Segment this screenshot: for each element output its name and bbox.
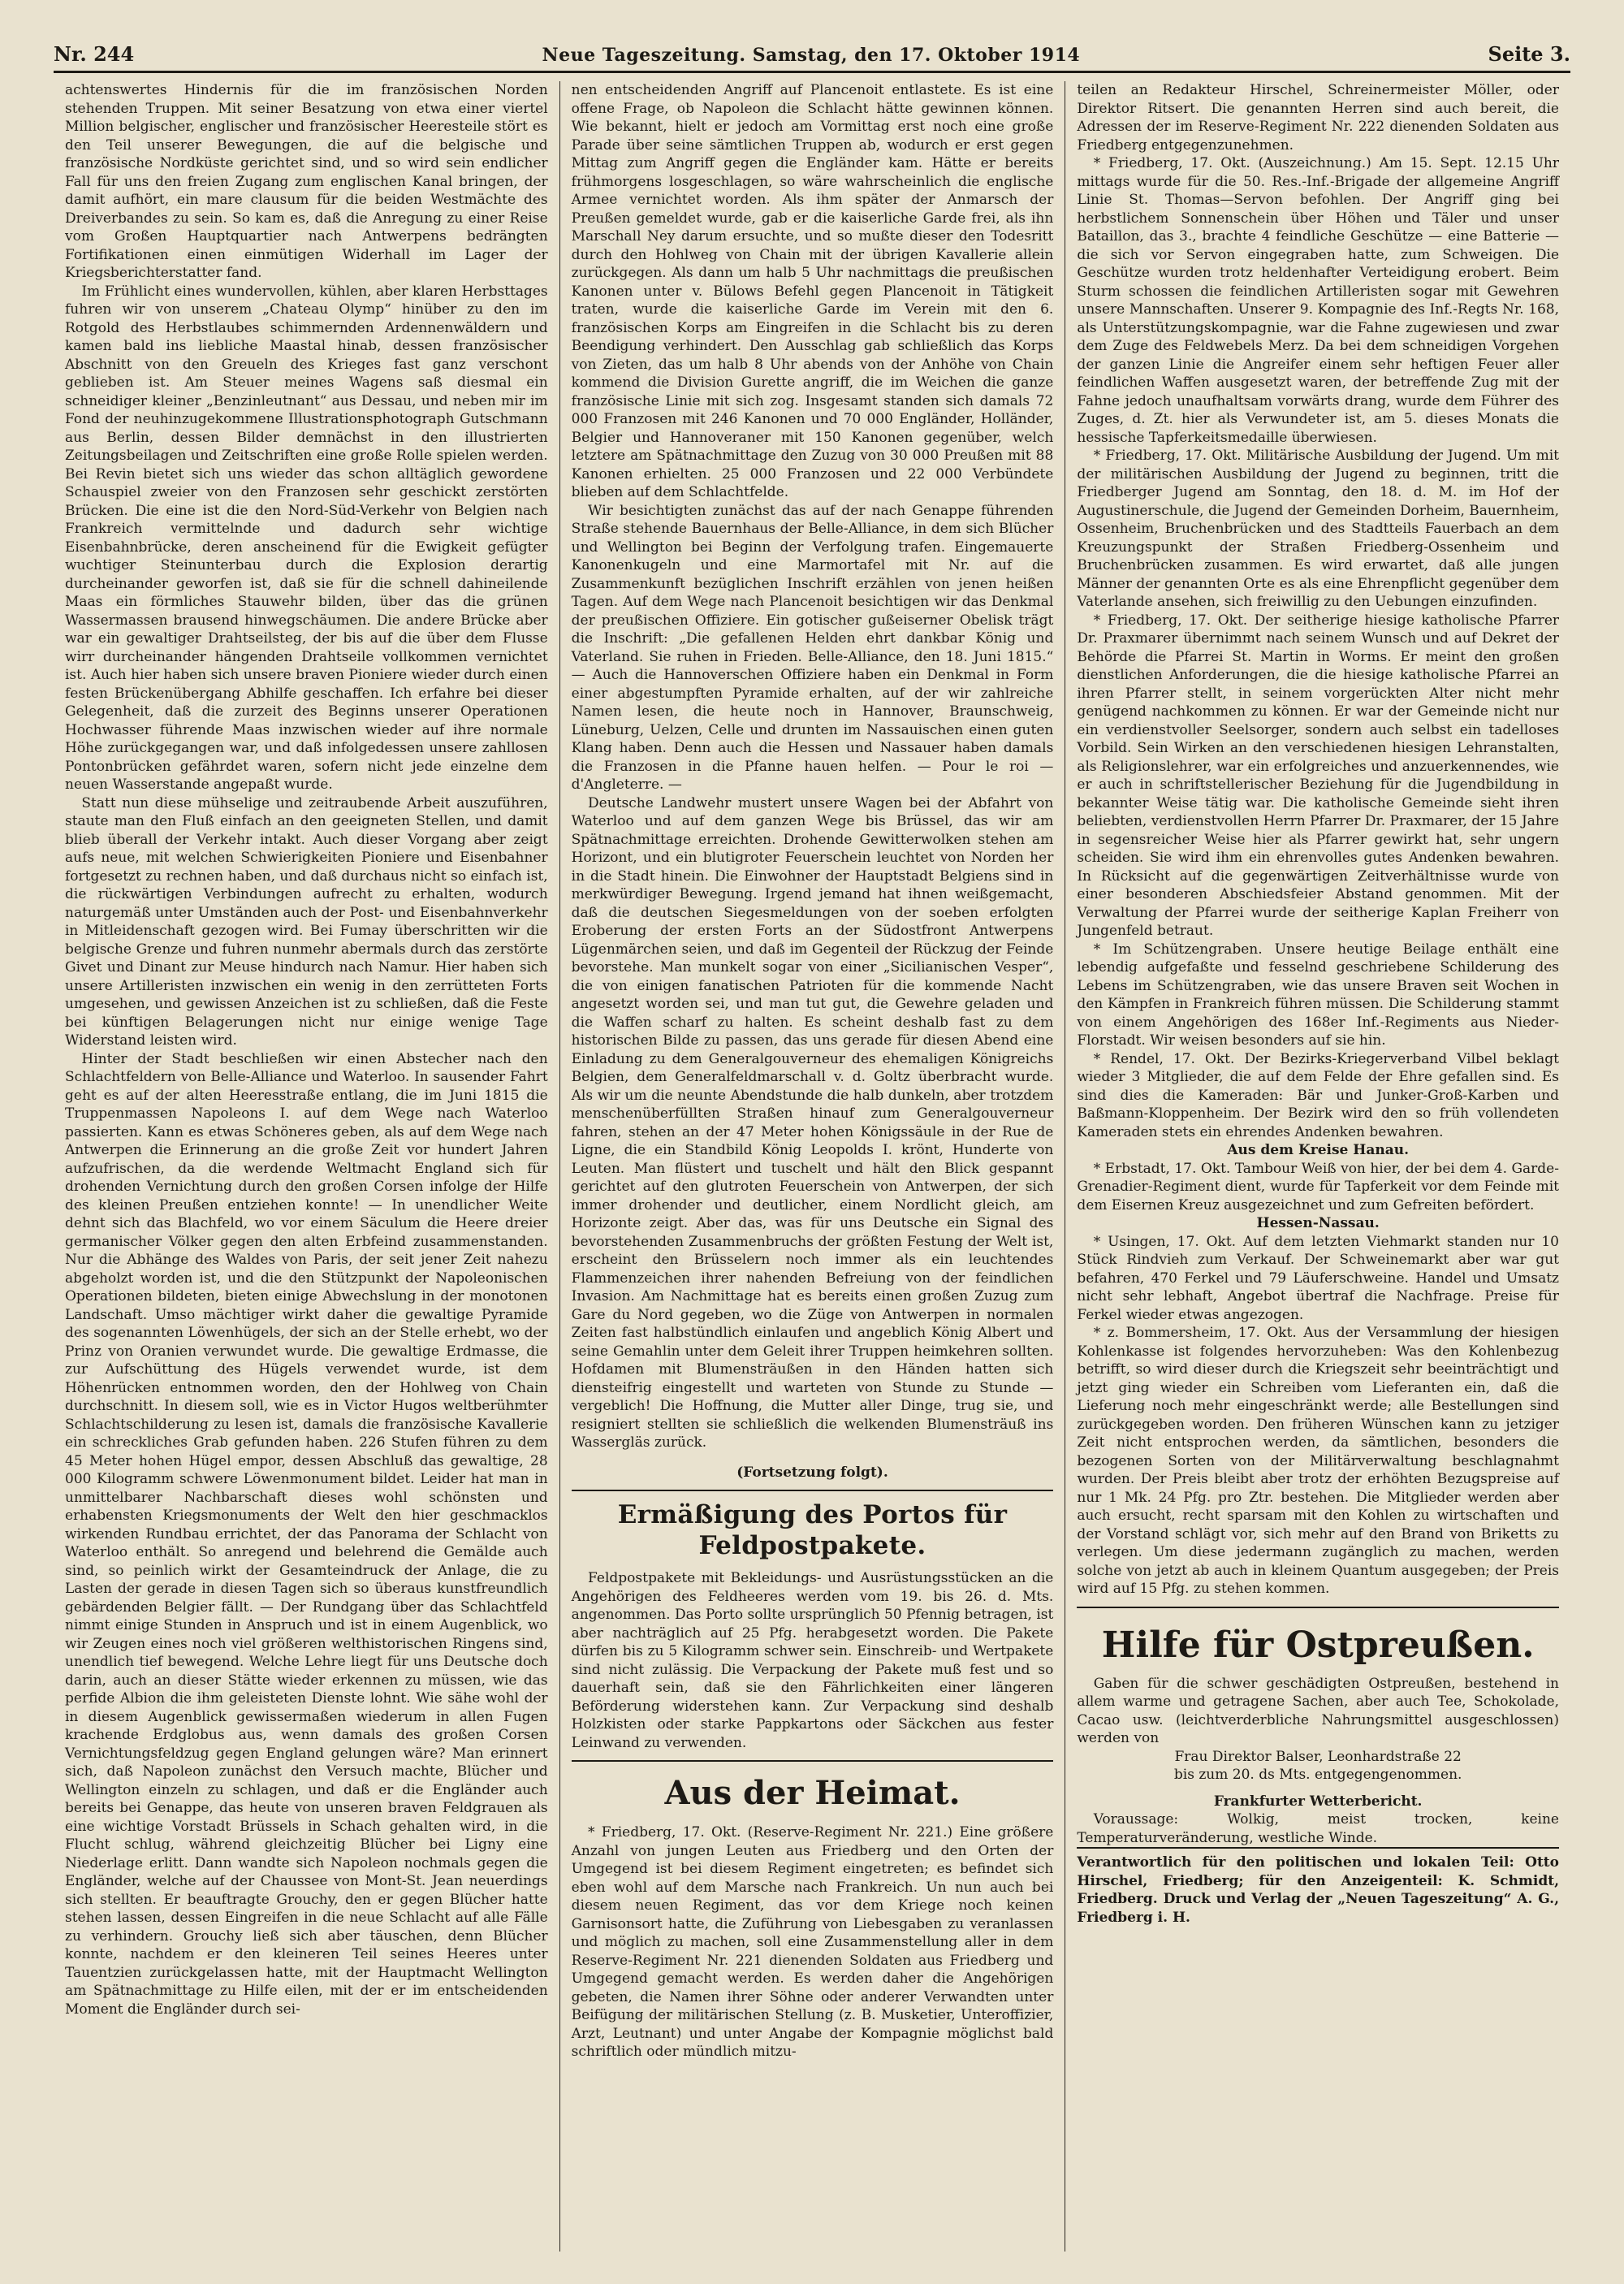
column-3 [1065,81,1570,2252]
paragraph: * Friedberg, 17. Okt. (Auszeichnung.) Am 15. Sept. 12.15 Uhr mittags wurde für die 50. Res.-Inf.-Brigade der allgemeine Angriff Linie St. Thomas—Servon befohlen. Der Angriff ging bei herbstlichem Sonnenschein über Höhen und Täler und unser Bataillon, das 3., brachte 4 feindliche Geschütze — eine Batterie — die sich vor Servon eingegraben hatte, zum Schweigen. Die Geschütze wurden trotz heldenhafter Verteidigung erobert. Beim Sturm schossen die feindlichen Artilleristen sogar mit Gewehren unsere Mannschaften. Unserer 9. Kompagnie des Inf.-Regts Nr. 168, als Unterstützungskompagnie, war die Fahne zugewiesen und zwar dem Zuge des Feldwebels Merz. Da bei dem schneidigen Vorgehen der ganzen Linie die Angreifer einem sehr heftigen Feuer aller feindlichen Waffen ausgesetzt waren, der betreffende Zug mit der Fahne jedoch unaufhaltsam vorwärts drang, wurde dem Führer des Zuges, d. Zt. hier als Verwundeter ist, am 5. dieses Monats die hessische Tapferkeitsmedaille überwiesen. [1077,155,1559,446]
page-header [54,42,1570,73]
issue-number: Nr. 244 [54,42,135,66]
section-heading-porto: Ermäßigung des Portos für Feldpostpakete. [617,1500,1008,1560]
paragraph: * Im Schützengraben. Unsere heutige Beilage enthält eine lebendig aufgefaßte und fesselnd geschriebene Schilderung des Lebens im Schützengraben, wie das unsere Braven seit Wochen in den Kämpfen in Frankreich führen müssen. Die Schilderung stammt von einem Angehörigen des 168er Inf.-Regiments aus Nieder-Florstadt. Wir weisen besonders auf sie hin. [1077,941,1559,1049]
subsection-heading-hanau: Aus dem Kreise Hanau. [1227,1142,1410,1158]
paragraph: achtenswertes Hindernis für die im französischen Norden stehenden Truppen. Mit seiner Besatzung von etwa einer viertel Million belgischer, englischer und französischer Heeresteile stört es den Teil unserer Bewegungen, die auf die belgische und französische Nordküste gerichtet sind, und so wird sein endlicher Fall für uns den freien Zugang zum englischen Kanal bringen, der damit aufhört, ein mare clausum für die beiden Westmächte des Dreiverbandes zu sein. So kam es, daß die Anregung zu einer Reise vom Großen Hauptquartier nach Antwerpens bedrängten Fortifikationen einen einmütigen Widerhall im Lager der Kriegsberichterstatter fand. [65,82,548,281]
paragraph: Wir besichtigten zunächst das auf der nach Genappe führenden Straße stehende Bauernhaus der Belle-Alliance, in dem sich Blücher und Wellington bei Beginn der Verfolgung trafen. Eingemauerte Kanonenkugeln und eine Marmortafel mit Nr. auf die Zusammenkunft bezüglichen Inschrift erzählen von jenen heißen Tagen. Auf dem Wege nach Plancenoit besichtigen wir das Denkmal der preußischen Offiziere. Ein gotischer gußeiserner Obelisk trägt die Inschrift: „Die gefallenen Helden ehrt dankbar König und Vaterland. Sie ruhen in Frieden. Belle-Alliance, den 18. Juni 1815.“ — Auch die Hannoverschen Offiziere haben ein Denkmal in Form einer abgestumpften Pyramide erhalten, auf der wir zahlreiche Namen lesen, die heute noch in Hannover, Braunschweig, Lüneburg, Uelzen, Celle und drunten im Nassauischen einen guten Klang haben. Denn auch die Hessen und Nassauer haben damals die Franzosen in die Pfanne hauen helfen. — Pour le roi — d'Angleterre. — [571,502,1054,793]
subsection-heading-hessen: Hessen-Nassau. [1256,1215,1380,1231]
section-heading-heimat: Aus der Heimat. [664,1774,961,1812]
paragraph: * Rendel, 17. Okt. Der Bezirks-Kriegerverband Vilbel beklagt wieder 3 Mitglieder, die auf dem Felde der Ehre gefallen sind. Es sind dies die Kameraden: Bär und Junker-Groß-Karben und Baßmann-Kloppenheim. Der Bezirk wird den so früh vollendeten Kameraden stets ein ehrendes Andenken bewahren. [1077,1050,1559,1140]
page-number: Seite 3. [1488,42,1570,66]
paragraph: teilen an Redakteur Hirschel, Schreinermeister Möller, oder Direktor Ritsert. Die genannten Herren sind auch bereit, die Adressen der im Reserve-Regiment Nr. 222 dienenden Soldaten aus Friedberg entgegenzunehmen. [1077,82,1559,154]
paragraph: nen entscheidenden Angriff auf Plancenoit entlastete. Es ist eine offene Frage, ob Napoleon die Schlacht hätte gewinnen können. Wie bekannt, hielt er jedoch am Vormittag erst noch eine große Parade über seine sämtlichen Truppen ab, wodurch er erst gegen Mittag zum Angriff gegen die Engländer kam. Hätte er bereits frühmorgens losgeschlagen, so wäre wahrscheinlich die englische Armee vernichtet worden. Als ihm später der Anmarsch der Preußen gemeldet wurde, gab er die kaiserliche Garde frei, als ihn Marschall Ney darum ersuchte, und so mußte dieser den Todesritt durch den Hohlweg von Chain mit der übrigen Kavallerie allein zurückgegen. Als dann um halb 5 Uhr nachmittags die preußischen Kanonen unter v. Bülows Befehl gegen Plancenoit in Tätigkeit traten, wurde die kaiserliche Garde im Verein mit den 6. französischen Korps am Eingreifen in die Schlacht bis zu deren Beendigung verhindert. Den Ausschlag gab schließlich das Korps von Zieten, das um halb 8 Uhr abends von der Anhöhe von Chain kommend die Division Gurette angriff, die im Weichen die ganze französische Linie mit sich zog. Insgesamt standen sich damals 72 000 Franzosen mit 246 Kanonen und 70 000 Engländer, Holländer, Belgier und Hannoveraner mit 150 Kanonen gegenüber, welch letztere am Spätnachmittage den Zuzug von 30 000 Preußen mit 88 Kanonen erhielten. 25 000 Franzosen und 22 000 Verbündete blieben auf dem Schlachtfelde. [571,82,1054,500]
paragraph: * Erbstadt, 17. Okt. Tambour Weiß von hier, der bei dem 4. Garde-Grenadier-Regiment dient, wurde für Tapferkeit vor dem Feinde mit dem Eisernen Kreuz ausgezeichnet und zum Gefreiten befördert. [1077,1160,1559,1213]
divider [572,1490,1054,1491]
weather-heading: Frankfurter Wetterbericht. [1213,1793,1423,1810]
column-1 [54,81,559,2252]
divider [572,1760,1054,1762]
paragraph: * Friedberg, 17. Okt. Militärische Ausbildung der Jugend. Um mit der militärischen Ausbildung der Jugend zu beginnen, tritt die Friedberger Jugend am Sonntag, den 18. d. M. im Hof der Augustinerschule, die Jugend der Gemeinden Dorheim, Bauernheim, Ossenheim, Bruchenbrücken und des Stadtteils Fauerbach an dem Kreuzungspunkt der Straßen Friedberg-Ossenheim und Bruchenbrücken zusammen. Es wird erwartet, daß alle jungen Männer der genannten Orte es als eine Ehrenpflicht gegenüber dem Vaterlande ansehen, sich freiwillig zu den Uebungen einzufinden. [1077,448,1559,610]
weather-report: Voraussage: Wolkig, meist trocken, keine Temperaturveränderung, westliche Winde. [1077,1811,1559,1846]
paragraph: Statt nun diese mühselige und zeitraubende Arbeit auszuführen, staute man den Fluß einfach an den geeigneten Stellen, und damit blieb überall der Verkehr intakt. Auch dieser Vorgang aber zeigt aufs neue, mit welchen Schwierigkeiten Pioniere und Eisenbahner fortgesetzt zu rechnen haben, und daß durchaus nicht so einfach ist, die rückwärtigen Verbindungen aufrecht zu erhalten, wodurch naturgemäß unter Umständen auch der Post- und Eisenbahnverkehr in Mitleidenschaft gezogen wird. Bei Fumay überschritten wir die belgische Grenze und fuhren nunmehr abermals durch das zerstörte Givet und Dinant zur Meuse hindurch nach Namur. Hier haben sich unsere Artilleristen inzwischen ein wenig in den zerrütteten Forts umgesehen, und gewissen Anzeichen ist zu schließen, daß die Feste bei künftigen Belagerungen nicht nur einige wenige Tage Widerstand leisten wird. [65,794,548,1049]
paragraph: Im Frühlicht eines wundervollen, kühlen, aber klaren Herbsttages fuhren wir von unserem „Chateau Olymp“ hinüber zu den im Rotgold des Herbstlaubes schimmernden Ardennenwäldern und kamen bald ins liebliche Maastal hinab, dessen französischer Abschnitt von den Greueln des Krieges fast ganz verschont geblieben ist. Am Steuer meines Wagens saß diesmal ein schneidiger kleiner „Benzinleutnant“ aus Dessau, und neben mir im Fond der neuhinzugekommene Illustrationsphotograph Gutschmann aus Berlin, dessen Bilder demnächst in den illustrierten Zeitungsbeilagen und Zeitschriften eine große Rolle spielen werden. Bei Revin bietet sich uns wieder das schon alltäglich gewordene Schauspiel zweier von den Franzosen sehr geschickt zerstörten Brücken. Die eine ist die den Nord-Süd-Verkehr von Belgien nach Frankreich vermittelnde und dadurch sehr wichtige Eisenbahnbrücke, deren anscheinend für die Ewigkeit gefügter wuchtiger Steinunterbau durch die Explosion derartig durcheinander geworfen ist, daß sie für die schnell dahineilende Maas ein förmliches Stauwehr bilden, über das die grünen Wassermassen brausend hinwegschäumen. Die andere Brücke aber war ein gewaltiger Drahtseilsteg, der bis auf die über dem Flusse wirr durcheinander hängenden Drahtseile vollkommen vernichtet ist. Auch hier haben sich unsere braven Pioniere wieder durch einen festen Brückenübergang Abhilfe geschaffen. Ich erfahre bei dieser Gelegenheit, daß die zurzeit des Beginns unserer Operationen Hochwasser führende Maas inzwischen wieder auf ihre normale Höhe zurückgegangen war, und daß infolgedessen unsere zahllosen Pontonbrücken gefährdet waren, sofern nicht jede einzelne dem neuen Wasserstande angepaßt wurde. [65,283,548,793]
imprint-footer: Verantwortlich für den politischen und lokalen Teil: Otto Hirschel, Friedberg; für den Anzeigenteil: K. Schmidt, Friedberg. Druck und Verlag der „Neuen Tageszeitung“ A. G., Friedberg i. H. [1077,1847,1559,1927]
donation-address: Frau Direktor Balser, Leonhardstraße 22 [1174,1748,1462,1765]
paragraph: * Friedberg, 17. Okt. (Reserve-Regiment Nr. 221.) Eine größere Anzahl von jungen Leuten aus Friedberg und den Orten der Umgegend ist bei diesem Regiment eingetreten; es befindet sich eben wohl auf dem Marsche nach Frankreich. Un nun auch bei diesem neuen Regiment, das vor dem Kriege noch keinen Garnisonsort hatte, die Zuführung von Liebesgaben zu veranlassen und möglich zu machen, soll eine Zusammenstellung aller in dem Reserve-Regiment Nr. 221 dienenden Soldaten aus Friedberg und Umgegend gemacht werden. Es werden daher die Angehörigen gebeten, die Namen ihrer Söhne oder anderer Verwandten unter Beifügung der militärischen Stellung (z. B. Musketier, Unteroffizier, Arzt, Leutnant) und unter Angabe der Kompagnie möglichst bald schriftlich oder mündlich mitzu- [571,1824,1054,2060]
column-2 [559,81,1065,2252]
section-heading-ostpreussen: Hilfe für Ostpreußen. [1101,1624,1535,1666]
paragraph: * z. Bommersheim, 17. Okt. Aus der Versammlung der hiesigen Kohlenkasse ist folgendes hervorzuheben: Was den Kohlenbezug betrifft, so wird dieser durch die Kriegszeit sehr beeinträchtigt und jetzt ging wieder ein Schreiben vom Lieferanten ein, daß die Lieferung noch mehr eingeschränkt werde; alle Bestellungen sind zurückgegeben worden. Den früheren Wünschen kann zu jetziger Zeit nicht entsprochen werden, da sämtlichen, besonders die bezogenen Sorten von der Militärverwaltung beschlagnahmt wurden. Der Preis bleibt aber trotz der erhöhten Bezugspreise auf nur 1 Mk. 24 Pfg. pro Ztr. bestehen. Die Mitglieder werden aber auch ersucht, recht sparsam mit den Kohlen zu wirtschaften und der Vorstand schlägt vor, sich mehr auf den Brand von Briketts zu verlegen. Um diese jedermann zugänglich zu machen, werden solche von jetzt ab auch in kleinem Quantum ausgegeben; der Preis wird auf 15 Pfg. zu stehen kommen. [1077,1325,1559,1597]
paragraph: * Usingen, 17. Okt. Auf dem letzten Viehmarkt standen nur 10 Stück Rindvieh zum Verkauf. Der Schweinemarkt aber war gut befahren, 470 Ferkel und 79 Läuferschweine. Handel und Umsatz nicht sehr lebhaft, Angebot übertraf die Nachfrage. Preise für Ferkel wieder etwas angezogen. [1077,1233,1559,1323]
continuation-note: (Fortsetzung folgt). [736,1464,888,1481]
paragraph: Feldpostpakete mit Bekleidungs- und Ausrüstungsstücken an die Angehörigen des Feldheeres werden vom 19. bis 26. d. Mts. angenommen. Das Porto sollte ursprünglich 50 Pfennig betragen, ist aber nachträglich auf 25 Pfg. herabgesetzt worden. Die Pakete dürfen bis zu 5 Kilogramm schwer sein. Einschreib- und Wertpakete sind nicht zulässig. Die Verpackung der Pakete muß fest und so dauerhaft sein, daß sie den Fährlichkeiten einer längeren Beförderung widerstehen kann. Zur Verpackung sind deshalb Holzkisten oder starke Pappkartons oder Säckchen aus fester Leinwand zu verwenden. [571,1570,1054,1751]
paragraph: * Friedberg, 17. Okt. Der seitherige hiesige katholische Pfarrer Dr. Praxmarer übernimmt nach seinem Wunsch und auf Dekret der Behörde die Pfarrei St. Martin in Worms. Er meint den großen dienstlichen Anforderungen, die die hiesige katholische Pfarrei an ihren Pfarrer stellt, in seinem vorgerückten Alter nicht mehr genügend nachkommen zu können. Er war der Gemeinde nicht nur ein verdienstvoller Seelsorger, sondern auch selbst ein tadelloses Vorbild. Sein Wirken an den verschiedenen hiesigen Lehranstalten, als Religionslehrer, war ein erfolgreiches und anzuerkennendes, wie er auch in schriftstellerischer Beziehung für die Jugendbildung in bekannter Weise tätig war. Die katholische Gemeinde sieht ihren beliebten, verdienstvollen Herrn Pfarrer Dr. Praxmarer, der 15 Jahre in segensreicher Weise hier als Pfarrer gewirkt hat, sehr ungern scheiden. Sie wird ihm ein ehrenvolles gutes Andenken bewahren. In Rücksicht auf die gegenwärtigen Zeitverhältnisse wurde von einer besonderen Abschiedsfeier Abstand genommen. Mit der Verwaltung der Pfarrei wurde der seitherige Kaplan Freiherr von Jungenfeld betraut. [1077,612,1559,939]
paragraph: Gaben für die schwer geschädigten Ostpreußen, bestehend in allem warme und getragene Sachen, aber auch Tee, Schokolade, Cacao usw. (leichtverderbliche Nahrungsmittel ausgeschlossen) werden von [1077,1675,1559,1746]
paragraph: Hinter der Stadt beschließen wir einen Abstecher nach den Schlachtfeldern von Belle-Alliance und Waterloo. In sausender Fahrt geht es auf der alten Heeresstraße entlang, die im Juni 1815 die Truppenmassen Napoleons I. auf dem Wege nach Waterloo passierten. Kann es etwas Schöneres geben, als auf dem Wege nach Antwerpen die Erinnerung an die große Zeit vor hundert Jahren aufzufrischen, da die werdende Weltmacht England sich für drohenden Vernichtung durch den großen Corsen infolge der Hilfe des kleinen Preußen entziehen konnte! — In unendlicher Weite dehnt sich das Blachfeld, wo vor einem Säculum die Heere dreier germanischer Völker gegen den alten Erbfeind zusammenstanden. Nur die Abhänge des Waldes von Paris, der seit jener Zeit nahezu abgeholzt worden ist, und die den Stützpunkt der Napoleonischen Operationen bildeten, bieten einige Abwechslung in der monotonen Landschaft. Umso mächtiger wirkt daher die gewaltige Pyramide des sogenannten Löwenhügels, der sich an der Stelle erhebt, wo der Prinz von Oranien verwundet wurde. Die gewaltige Erdmasse, die zur Aufschüttung des Hügels verwendet wurde, ist dem Höhenrücken entnommen worden, den der Hohlweg von Chain durchschnitt. In diesem soll, wie es in Victor Hugos weltberühmter Schlachtschilderung zu lesen ist, damals die französische Kavallerie ein schreckliches Grab gefunden haben. 226 Stufen führen zu dem 45 Meter hohen Hügel empor, dessen Abschluß das gewaltige, 28 000 Kilogramm schwere Löwenmonument bildet. Leider hat man in unmittelbarer Nachbarschaft dieses wohl schönsten und erhabensten Kriegsmonuments der Welt den hier geschmacklos wirkenden Rundbau errichtet, der das Panorama der Schlacht von Waterloo enthält. So anregend und belehrend die Gemälde auch sind, so peinlich wirkt der Gesamteindruck der Anlage, die zu Lasten der gerade in diesen Tagen sich so überaus kunstfreundlich gebärdenden Belgier fällt. — Der Rundgang über das Schlachtfeld nimmt einige Stunden in Anspruch und ist in einem Augenblick, wo wir Zeugen eines noch viel größeren welthistorischen Ringens sind, unendlich tief bewegend. Welche Lehre liegt für uns Deutsche doch darin, auch an dieser Stätte wieder erkennen zu müssen, wie das perfide Albion die ihm geleisteten Dienste lohnt. Wie sähe wohl der in diesem Augenblick gewissermaßen wiederum in allen Fugen krachende Erdglobus aus, wenn damals des großen Corsen Vernichtungsfeldzug gegen England gelungen wäre? Man erinnert sich, daß Napoleon zunächst den Versuch machte, Blücher und Wellington einzeln zu schlagen, und daß er die Engländer auch bereits bei Genappe, das heute von unseren braven Feldgrauen als eine wichtige Vorstadt Brüssels in Schach gehalten wird, in die Flucht schlug, während gleichzeitig Blücher bei Ligny eine Niederlage erlitt. Dann wandte sich Napoleon nochmals gegen die Engländer, welche auf der Chaussee von Mont-St. Jean neuerdings sich stellten. Er beauftragte Grouchy, den er gegen Blücher hatte stehen lassen, dessen Eingreifen in die neue Schlacht auf alle Fälle zu verhindern. Grouchy ließ sich aber täuschen, denn Blücher konnte, nachdem er den kleineren Teil seines Heeres unter Tauentzien zurückgelassen hatte, mit der Hauptmacht Wellington am Spätnachmittage zu Hilfe eilen, mit der er im entscheidenden Moment die Engländer durch sei- [65,1050,548,2018]
newspaper-date-line: Neue Tageszeitung. Samstag, den 17. Oktober 1914 [542,45,1081,66]
divider [1077,1607,1559,1608]
article-columns [54,81,1570,2252]
paragraph: Deutsche Landwehr mustert unsere Wagen bei der Abfahrt von Waterloo und auf dem ganzen Wege bis Brüssel, das wir am Spätnachmittage erreichten. Drohende Gewitterwolken stehen am Horizont, und ein blutigroter Feuerschein leuchtet von Norden her in die Stadt hinein. Die Einwohner der Hauptstadt Belgiens sind in merkwürdiger Bewegung. Irgend jemand hat ihnen weißgemacht, daß die deutschen Siegesmeldungen von der soeben erfolgten Eroberung der ersten Forts an der Südostfront Antwerpens Lügenmärchen seien, und daß im Gegenteil der Rückzug der Feinde bevorstehe. Man munkelt sogar von einer „Sicilianischen Vesper“, die von einigen fanatischen Patrioten für die kommende Nacht angesetzt worden sei, und man tut gut, die Gewehre geladen und die Waffen scharf zu halten. Es scheint deshalb fast zu dem historischen Bilde zu passen, das uns gerade für diesen Abend eine Einladung zu dem Generalgouverneur des ehemaligen Königreichs Belgien, dem Generalfeldmarschall v. d. Goltz überbracht wurde. Als wir um die neunte Abendstunde die halb dunkeln, aber trotzdem menschenüberfüllten Straßen hinauf zum Generalgouverneur fahren, stehen an der 47 Meter hohen Königssäule in der Rue de Ligne, die ein Standbild König Leopolds I. krönt, Hunderte von Leuten. Man flüstert und tuschelt und hält den Blick gespannt gerichtet auf den glutroten Feuerschein von Antwerpen, der sich immer drohender und deutlicher, einem Nordlicht gleich, am Horizonte zeigt. Aber das, was für uns Deutsche ein Signal des bevorstehenden Zusammenbruchs der größten Festung der Welt ist, erscheint den Brüsselern noch immer als ein leuchtendes Flammenzeichen ihrer nahenden Befreiung von der feindlichen Invasion. Am Nachmittage hat es bereits einen großen Zuzug zum Gare du Nord gegeben, wo die Züge von Antwerpen in normalen Zeiten fast halbstündlich einlaufen und angeblich König Albert und seine Gemahlin unter dem Geleit ihrer Truppen heimkehren sollten. Hofdamen mit Blumensträußen in den Händen hatten sich diensteifrig eingestellt und warteten von Stunde zu Stunde — vergeblich! Die Hoffnung, die Mutter aller Dinge, trug sie, und resigniert stellten sie schließlich die welkenden Blumensträuß ins Wassergläs zurück. [571,794,1054,1451]
donation-deadline: bis zum 20. ds Mts. entgegengenommen. [1173,1767,1462,1783]
